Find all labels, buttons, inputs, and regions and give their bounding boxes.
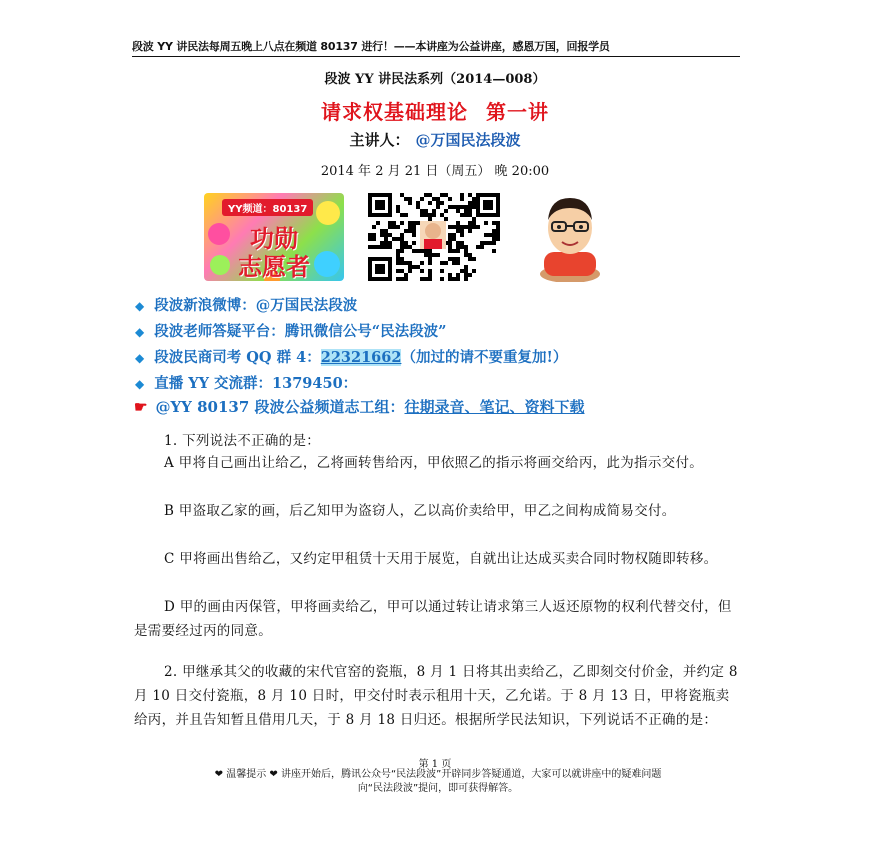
banner-channel: YY频道：80137 bbox=[222, 199, 313, 216]
cartoon-avatar bbox=[536, 190, 604, 282]
volunteer-banner-image bbox=[204, 193, 344, 281]
volunteer-line bbox=[134, 396, 585, 417]
option-a-text: A 甲将自己画出让给乙，乙将画转售给丙，甲依照乙的指示将画交给丙，此为指示交付。 bbox=[164, 455, 704, 471]
qq-group-note: （加过的请不要重复加!） bbox=[401, 349, 568, 366]
lecture-datetime: 2014 年 2 月 21 日（周五） 晚 20:00 bbox=[320, 164, 550, 179]
volunteer-prefix: @YY 80137 段波公益频道志工组： bbox=[155, 398, 405, 416]
speaker-name: @万国民法段波 bbox=[415, 131, 521, 149]
diamond-bullet-icon: ◆ bbox=[135, 299, 145, 313]
title-part2: 第一讲 bbox=[486, 100, 549, 124]
option-b bbox=[134, 499, 742, 523]
pointing-hand-icon: ☛ bbox=[134, 398, 148, 416]
qq-group-number-link[interactable]: 22321662 bbox=[320, 349, 402, 366]
bullet-text: 段波民商司考 QQ 群 4： bbox=[154, 349, 321, 366]
question-1-text: 1. 下列说法不正确的是： bbox=[164, 433, 321, 449]
footer-tip bbox=[134, 768, 742, 796]
bullet-text: 段波老师答疑平台：腾讯微信公号“民法段波” bbox=[154, 323, 447, 340]
option-c bbox=[134, 547, 742, 571]
bullet-yy-group bbox=[135, 372, 357, 393]
question-2-text: 2. 甲继承其父的收藏的宋代官窑的瓷瓶，8 月 1 日将其出卖给乙，乙即刻交付价金，并约定 8 月 10 日交付瓷瓶，8 月 10 日时，甲交付时表示租用十天，乙允诺。于 8 月 13 日，甲将瓷瓶卖给丙，并且告知暂且借用几天，于 8 月 18 日归还。根据所学民法知识，下列说话不正确的是： bbox=[134, 664, 738, 728]
bullet-wechat bbox=[135, 320, 446, 341]
bullet-qq-group bbox=[135, 346, 567, 367]
qr-code-icon bbox=[366, 191, 502, 283]
bullet-text: 直播 YY 交流群：1379450： bbox=[154, 375, 358, 392]
banner-line1: 功勋 bbox=[250, 225, 298, 253]
speaker-line bbox=[0, 129, 870, 150]
diamond-bullet-icon: ◆ bbox=[135, 377, 145, 391]
option-d-text: D 甲的画由丙保管，甲将画卖给乙，甲可以通过转让请求第三人返还原物的权利代替交付，但是需要经过丙的同意。 bbox=[134, 599, 732, 639]
downloads-link[interactable]: 往期录音、笔记、资料下载 bbox=[404, 398, 585, 416]
option-b-text: B 甲盗取乙家的画，后乙知甲为盗窃人，乙以高价卖给甲，甲乙之间构成简易交付。 bbox=[164, 503, 676, 519]
option-a bbox=[134, 451, 742, 475]
running-header: 段波 YY 讲民法每周五晚上八点在频道 80137 进行！——本讲座为公益讲座，感恩万国，回报学员 bbox=[132, 40, 610, 53]
bullet-text: 段波新浪微博：@万国民法段波 bbox=[154, 297, 358, 314]
lecture-title bbox=[0, 96, 870, 125]
banner-line2: 志愿者 bbox=[238, 253, 310, 281]
footer-tip-line1: ❤ 温馨提示 ❤ 讲座开始后，腾讯公众号“民法段波”开辟同步答疑通道，大家可以就讲座中的疑难问题 bbox=[214, 769, 662, 780]
option-c-text: C 甲将画出售给乙，又约定甲租赁十天用于展览，自就出让达成买卖合同时物权随即转移。 bbox=[164, 551, 718, 567]
question-2 bbox=[134, 660, 742, 732]
speaker-label: 主讲人： bbox=[349, 131, 410, 149]
title-part1: 请求权基础理论 bbox=[321, 100, 468, 124]
series-line: 段波 YY 讲民法系列（2014—008） bbox=[324, 72, 546, 87]
option-d bbox=[134, 595, 742, 643]
question-1 bbox=[134, 429, 742, 453]
page-number: 第 1 页 bbox=[418, 759, 452, 770]
bullet-weibo bbox=[135, 294, 357, 315]
diamond-bullet-icon: ◆ bbox=[135, 351, 145, 365]
footer-tip-line2: 向“民法段波”提问，即可获得解答。 bbox=[357, 783, 519, 794]
diamond-bullet-icon: ◆ bbox=[135, 325, 145, 339]
header-rule bbox=[132, 56, 740, 57]
